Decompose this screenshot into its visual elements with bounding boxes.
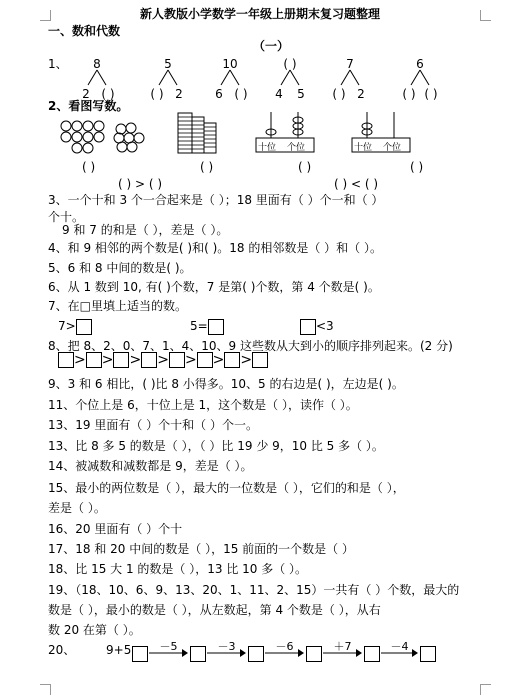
crop-mark: [480, 684, 491, 695]
answer-blank[interactable]: ( ): [82, 160, 96, 174]
answer-box[interactable]: [76, 319, 92, 335]
question-15-line-1: 15、最小的两位数是（ ），最大的一位数是（ ），它们的和是（ ），: [48, 481, 405, 495]
answer-box[interactable]: [58, 352, 74, 368]
subsection-heading: （一）: [253, 39, 290, 53]
answer-blank[interactable]: ( ): [410, 160, 424, 174]
tens-place-label: 十位: [354, 143, 373, 153]
answer-box[interactable]: [190, 646, 206, 662]
fill-box-item: [190, 318, 224, 335]
split-lines: [278, 70, 302, 86]
section-heading: 一、数和代数: [48, 24, 121, 38]
fill-box-item: [58, 318, 92, 335]
question-19-line-3: 数 20 在第（ ）。: [48, 623, 141, 637]
split-part[interactable]: ( ): [234, 87, 248, 101]
split-whole: ( ): [283, 57, 297, 71]
fill-box-item: [300, 318, 334, 335]
answer-box[interactable]: [169, 352, 185, 368]
answer-box[interactable]: [86, 352, 102, 368]
split-lines: [408, 70, 432, 86]
split-whole: 10: [222, 57, 238, 71]
question-7: 7、在□里填上适当的数。: [48, 299, 187, 313]
split-lines: [156, 70, 180, 86]
arrow-icon: [323, 649, 362, 657]
expression-text: <3: [316, 319, 334, 333]
ones-place-label: 个位: [383, 143, 402, 153]
split-whole: 7: [346, 57, 354, 71]
question-16: 16、20 里面有（ ）个十: [48, 522, 183, 536]
question-4: 4、和 9 相邻的两个数是( )和( )。18 的相邻数是（ ）和（ ）。: [48, 241, 382, 255]
circles-picture: [115, 123, 145, 151]
question-5: 5、6 和 8 中间的数是( )。: [48, 261, 192, 275]
answer-box[interactable]: [248, 646, 264, 662]
answer-box[interactable]: [420, 646, 436, 662]
split-part: 2: [175, 87, 183, 101]
crop-mark: [40, 10, 51, 21]
question-14: 14、被减数和减数都是 9，差是（ ）。: [48, 459, 253, 473]
answer-box[interactable]: [364, 646, 380, 662]
split-part: 2: [357, 87, 365, 101]
question-11: 11、个位上是 6，十位上是 1，这个数是（ ），读作（ ）。: [48, 398, 358, 412]
split-part[interactable]: ( ): [424, 87, 438, 101]
question-19-line-2: 数是（ ），最小的数是（ ），从左数起，第 4 个数是（ ），从右: [48, 603, 381, 617]
question-15-line-2: 差是（ ）。: [48, 501, 106, 515]
answer-box[interactable]: [141, 352, 157, 368]
answer-box[interactable]: [224, 352, 240, 368]
split-part[interactable]: ( ): [332, 87, 346, 101]
question-9: 9、3 和 6 相比，( )比 8 小得多。10、5 的右边是( )，左边是( )。: [48, 377, 404, 391]
split-part: 5: [297, 87, 305, 101]
answer-box[interactable]: [300, 319, 316, 335]
bundles-picture: [178, 113, 218, 155]
operation-label: －3: [217, 640, 236, 653]
answer-box[interactable]: [306, 646, 322, 662]
answer-box[interactable]: [208, 319, 224, 335]
question-17: 17、18 和 20 中间的数是（ ），15 前面的一个数是（ ）: [48, 542, 354, 556]
crop-mark: [480, 10, 491, 21]
question-label: 2、看图写数。: [48, 99, 129, 113]
split-part[interactable]: ( ): [150, 87, 164, 101]
ordering-boxes: > > > > > > >: [58, 352, 268, 368]
operation-label: －5: [159, 640, 178, 653]
split-part: 4: [275, 87, 283, 101]
question-8: 8、把 8、2、0、7、1、4、10、9 这些数从大到小的顺序排列起来。(2 分): [48, 339, 453, 353]
expression-text: 7>: [58, 319, 76, 333]
answer-box[interactable]: [132, 646, 148, 662]
question-3-line-1: 3、一个十和 3 个一合起来是（ ）；18 里面有（ ）个一和（ ）: [48, 193, 384, 207]
split-part[interactable]: ( ): [101, 87, 115, 101]
answer-box[interactable]: [252, 352, 268, 368]
expression-text: 5=: [190, 319, 208, 333]
question-19-line-1: 19、（18、10、6、9、13、20、1、11、2、15）一共有（ ）个数，最大的: [48, 583, 460, 597]
question-6: 6、从 1 数到 10, 有( )个数，7 是第( )个数，第 4 个数是( )。: [48, 280, 380, 294]
question-13b: 13、比 8 多 5 的数是（ ），（ ）比 19 少 9，10 比 5 多（ ）。: [48, 439, 384, 453]
answer-blank[interactable]: ( ): [298, 160, 312, 174]
tens-place-label: 十位: [258, 143, 277, 153]
question-18: 18、比 15 大 1 的数是（ ），13 比 10 多（ ）。: [48, 562, 308, 576]
split-lines: [218, 70, 242, 86]
operation-label: －4: [390, 640, 409, 653]
page-title: 新人教版小学数学一年级上册期末复习题整理: [140, 7, 381, 21]
split-whole: 5: [164, 57, 172, 71]
operation-label: －6: [275, 640, 294, 653]
operation-label: ＋7: [333, 640, 352, 653]
comparison-less[interactable]: ( ) < ( ): [334, 177, 379, 191]
ones-place-label: 个位: [287, 143, 306, 153]
question-3-line-3: 9 和 7 的和是（ ），差是（ ）。: [62, 223, 229, 237]
question-3-line-2: 个十。: [48, 210, 85, 224]
answer-box[interactable]: [197, 352, 213, 368]
crop-mark: [40, 684, 51, 695]
split-part: 6: [215, 87, 223, 101]
arrow-icon: [265, 649, 304, 657]
circles-picture: [60, 120, 110, 150]
arrow-icon: [381, 649, 418, 657]
answer-box[interactable]: [113, 352, 129, 368]
chain-start-expression: 9+5: [106, 643, 132, 657]
split-lines: [338, 70, 362, 86]
split-part: 2: [82, 87, 90, 101]
comparison-greater[interactable]: ( ) > ( ): [118, 177, 163, 191]
question-number: 20、: [48, 643, 76, 657]
split-part[interactable]: ( ): [402, 87, 416, 101]
question-number: 1、: [48, 57, 68, 71]
arrow-icon: [207, 649, 246, 657]
split-whole: 8: [93, 57, 101, 71]
split-lines: [85, 70, 109, 86]
split-whole: 6: [416, 57, 424, 71]
answer-blank[interactable]: ( ): [200, 160, 214, 174]
question-13a: 13、19 里面有（ ）个十和（ ）个一。: [48, 418, 258, 432]
arrow-icon: [149, 649, 188, 657]
